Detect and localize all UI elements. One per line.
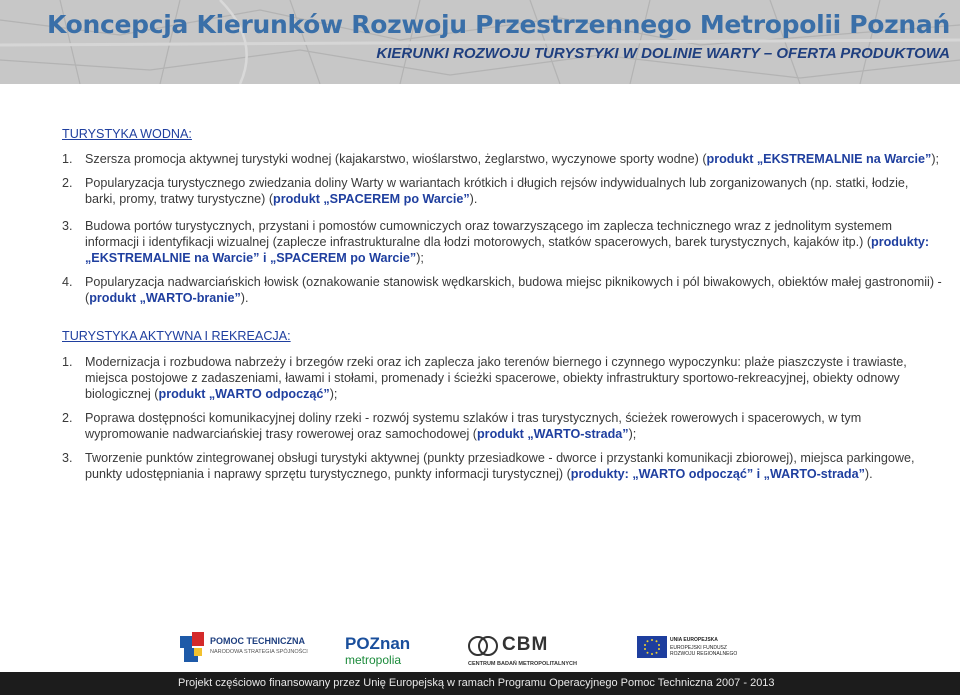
list-item	[62, 151, 942, 167]
pomoc-techniczna-emblem-icon	[180, 632, 206, 666]
product-name: produkty: „EKSTREMALNIE na Warcie” i „SPACEREM po Warcie”	[85, 235, 930, 265]
list-item	[62, 218, 942, 266]
metropolia-wordmark: metropolia	[345, 653, 402, 667]
item-text: Budowa portów turystycznych, przystani i pomostów cumowniczych oraz towarzyszącego im zaplecza technicznego wraz z jednolitym systemem informacji i identyfikacji wizualnej (zaplecze infrastrukturalne dla łodzi motorowych, statków spacerowych, barek turystycznych, kajaków itp.) (	[85, 219, 893, 249]
section-title: TURYSTYKA AKTYWNA I REKREACJA:	[62, 329, 291, 343]
list-item	[62, 354, 942, 402]
item-number: 1.	[62, 355, 73, 369]
item-text: Tworzenie punktów zintegrowanej obsługi turystyki aktywnej (punkty przesiadkowe - dworce i przystanki komunikacji zbiorowej), miejsca parkingowe, punkty udostępniania i naprawy sprzętu turystycznego, punkty informacji turystycznej) (	[85, 451, 915, 481]
cbm-fullname: CENTRUM BADAŃ METROPOLITALNYCH	[468, 661, 577, 667]
list-item	[62, 450, 942, 482]
poznan-metropolia-logo	[345, 634, 430, 670]
item-tail: );	[628, 427, 637, 441]
slide-body	[62, 126, 942, 482]
item-tail: ).	[469, 192, 478, 206]
eu-logo	[637, 632, 738, 668]
item-text: Poprawa dostępności komunikacyjnej doliny rzeki - rozwój systemu szlaków i tras turystycznych, ścieżek rowerowych i spacerowych, w tym wypromowanie nadwarciańskiej trasy rowerowej oraz samochodowej (	[85, 411, 862, 441]
item-tail: ).	[864, 467, 873, 481]
product-name: produkt „WARTO odpocząć”	[158, 387, 330, 401]
section-water-tourism	[62, 126, 942, 306]
item-tail: );	[931, 152, 940, 166]
slide-subtitle: KIERUNKI ROZWOJU TURYSTYKI W DOLINIE WARTY – OFERTA PRODUKTOWA	[376, 45, 950, 62]
product-name: produkt „WARTO-strada”	[476, 427, 629, 441]
item-tail: );	[329, 387, 338, 401]
item-text: Modernizacja i rozbudowa nabrzeży i brzegów rzeki oraz ich zaplecza jako terenów biernego i czynnego wypoczynku: plaże piaszczyste i trawiaste, miejsca postojowe z zadaszeniami, ławami i stołami, promenady i ścieżki spacerowe, obiekty infrastruktury sportowo-rekreacyjnej, obiekty odnowy biologicznej (	[85, 355, 907, 401]
item-number: 1.	[62, 152, 73, 166]
item-text: Popularyzacja nadwarciańskich łowisk (oznakowanie stanowisk wędkarskich, budowa miejsc piknikowych i pól biwakowych, obiektów małej gastronomii) - (	[85, 275, 942, 305]
pomoc-techniczna-name: POMOC TECHNICZNA	[210, 636, 305, 646]
section-active-tourism	[62, 328, 942, 482]
list-item	[62, 274, 942, 306]
product-name: produkt „SPACEREM po Warcie”	[273, 192, 470, 206]
slide-title: Koncepcja Kierunków Rozwoju Przestrzennego Metropolii Poznań	[46, 10, 950, 39]
footer-logos	[0, 622, 960, 672]
list-item	[62, 175, 942, 207]
pomoc-techniczna-logo	[180, 632, 308, 668]
cbm-logo	[468, 634, 598, 670]
item-number: 2.	[62, 411, 73, 425]
pomoc-techniczna-tagline: NARODOWA STRATEGIA SPÓJNOŚCI	[210, 649, 308, 655]
footer-bar	[0, 672, 960, 695]
item-number: 2.	[62, 176, 73, 190]
eu-name: UNIA EUROPEJSKA	[670, 637, 718, 643]
item-tail: ).	[240, 291, 249, 305]
item-text: Popularyzacja turystycznego zwiedzania doliny Warty w wariantach krótkich i długich rejsów indywidualnych lub zorganizowanych (np. statki, łodzie, barki, promy, tratwy turystyczne) (	[85, 176, 909, 206]
slide-header	[0, 0, 960, 84]
product-name: produkty: „WARTO odpocząć” i „WARTO-strada”	[570, 467, 865, 481]
item-number: 3.	[62, 219, 73, 233]
item-text: Szersza promocja aktywnej turystyki wodnej (kajakarstwo, wioślarstwo, żeglarstwo, wyczynowe sporty wodne) (	[85, 152, 707, 166]
item-number: 4.	[62, 275, 73, 289]
cbm-wordmark: CBM	[502, 634, 549, 655]
item-number: 3.	[62, 451, 73, 465]
eu-fund-line2: ROZWOJU REGIONALNEGO	[670, 651, 738, 657]
list-item	[62, 410, 942, 442]
footer-text: Projekt częściowo finansowany przez Unię Europejską w ramach Programu Operacyjnego Pomoc Techniczna 2007 - 2013	[178, 677, 775, 689]
product-name: produkt „EKSTREMALNIE na Warcie”	[706, 152, 932, 166]
product-name: produkt „WARTO-branie”	[89, 291, 241, 305]
cbm-emblem-icon	[468, 634, 498, 658]
eu-fund-line1: EUROPEJSKI FUNDUSZ	[670, 645, 727, 651]
section-title: TURYSTYKA WODNA:	[62, 127, 192, 141]
poznan-wordmark: POZnan	[345, 634, 411, 653]
eu-flag-icon	[637, 636, 667, 658]
item-tail: );	[416, 251, 424, 265]
